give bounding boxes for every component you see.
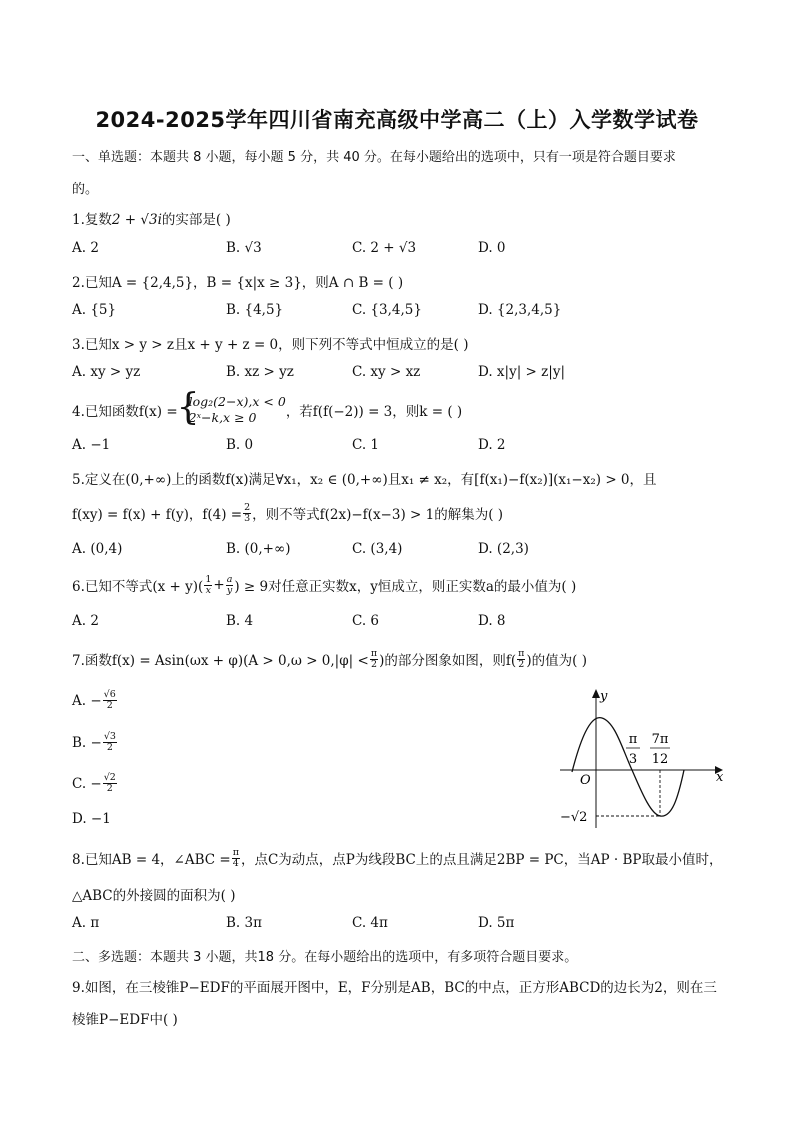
q1-option-c: C. 2 + √3 xyxy=(352,240,417,256)
q7-option-b-label: B. − xyxy=(72,734,102,751)
q6-suffix: ) ≥ 9对任意正实数x，y恒成立，则正实数a的最小值为( ) xyxy=(234,579,577,595)
q3-option-b: B. xz > yz xyxy=(226,364,294,380)
q5-line2-a: f(xy) = f(x) + f(y)，f(4) = xyxy=(72,507,243,523)
q7-option-a-den: 2 xyxy=(106,700,113,711)
q2-option-d: D. {2,3,4,5} xyxy=(478,302,562,318)
q1-expr: 2 + √3i xyxy=(111,212,162,228)
q1-prefix: 1.复数 xyxy=(72,212,112,228)
tick-1-num: π xyxy=(628,732,638,747)
min-value-label: −√2 xyxy=(560,810,588,825)
q8-option-d: D. 5π xyxy=(478,915,515,931)
q5-frac-den: 3 xyxy=(244,512,251,524)
question-6 xyxy=(72,572,732,598)
q7-option-c-frac xyxy=(103,773,117,794)
q7-option-b xyxy=(72,732,118,753)
q1-suffix: 的实部是( ) xyxy=(161,212,231,228)
q5-frac-num: 2 xyxy=(244,501,251,513)
page-title: 2024-2025学年四川省南充高级中学高二（上）入学数学试卷 xyxy=(95,108,699,132)
y-axis-arrow xyxy=(592,689,600,698)
q1-option-d: D. 0 xyxy=(478,240,506,256)
q7-option-b-den: 2 xyxy=(106,742,113,753)
q6-option-a: A. 2 xyxy=(72,613,99,629)
q4-option-b: B. 0 xyxy=(226,437,254,453)
q4-option-d: D. 2 xyxy=(478,437,506,453)
question-5-line-1: 5.定义在(0,+∞)上的函数f(x)满足∀x₁，x₂ ∈ (0,+∞)且x₁ ≠ x₂，有[f(x₁)−f(x₂)](x₁−x₂) > 0，且 xyxy=(72,472,657,488)
q5-option-b: B. (0,+∞) xyxy=(226,541,291,557)
question-3: 3.已知x > y > z且x + y + z = 0，则下列不等式中恒成立的是( ) xyxy=(72,337,469,353)
q2-option-a: A. {5} xyxy=(72,302,117,318)
q7-option-c-num: √2 xyxy=(103,772,116,783)
q7-option-a xyxy=(72,690,118,711)
q3-option-a: A. xy > yz xyxy=(72,364,141,380)
q7-option-c-label: C. − xyxy=(72,775,102,792)
q7-option-a-num: √6 xyxy=(103,689,116,700)
q7-f-den: 2 xyxy=(370,658,377,670)
question-9-line-1: 9.如图，在三棱锥P−EDF的平面展开图中，E，F分别是AB，BC的中点，正方形ABCD的边长为2，则在三 xyxy=(72,980,717,996)
question-7 xyxy=(72,646,732,672)
q8-option-b: B. 3π xyxy=(226,915,262,931)
q8-f-num: π xyxy=(232,846,239,858)
section2-header: 二、多选题：本题共 3 小题，共18 分。在每小题给出的选项中，有多项符合题目要求。 xyxy=(72,950,578,965)
q7-option-a-label: A. − xyxy=(72,692,102,709)
q7-sine-graph xyxy=(560,686,730,831)
q8-line1: 8.已知AB = 4，∠ABC = xyxy=(72,852,231,868)
tick-2-den: 12 xyxy=(651,752,669,767)
q4-piecewise xyxy=(181,394,286,426)
q6-f1-num: 1 xyxy=(205,573,212,585)
q3-option-d: D. x|y| > z|y| xyxy=(478,364,565,380)
q5-fraction xyxy=(243,503,251,524)
q4-suffix: ，若f(f(−2)) = 3，则k = ( ) xyxy=(285,404,463,420)
question-1 xyxy=(72,208,732,228)
q7-g-den: 2 xyxy=(518,658,525,670)
y-axis-label: y xyxy=(600,689,608,704)
q7-suffix: )的值为( ) xyxy=(526,653,587,669)
q6-prefix: 6.已知不等式(x + y)( xyxy=(72,579,204,595)
q2-option-c: C. {3,4,5} xyxy=(352,302,422,318)
q5-line2-b: ，则不等式f(2x)−f(x−3) > 1的解集为( ) xyxy=(252,507,504,523)
x-axis-label: x xyxy=(716,770,724,785)
q7-middle: )的部分图象如图，则f( xyxy=(379,653,517,669)
tick-2-num: 7π xyxy=(651,732,669,747)
q4-case-2: 2ˣ−k,x ≥ 0 xyxy=(188,410,257,425)
q1-option-b: B. √3 xyxy=(226,240,262,256)
origin-label: O xyxy=(580,773,591,788)
q4-case-1: { log₂(2−x),x < 0 xyxy=(188,394,286,409)
section1-header-cont: 的。 xyxy=(72,182,99,197)
q6-option-c: C. 6 xyxy=(352,613,380,629)
q7-prefix: 7.函数f(x) = Asin(ωx + φ)(A > 0,ω > 0,|φ| < xyxy=(72,653,369,669)
tick-1-den: 3 xyxy=(628,752,638,767)
q8-f-den: 4 xyxy=(232,857,239,869)
q7-option-d: D. −1 xyxy=(72,811,111,827)
question-5-line-2 xyxy=(72,500,732,526)
q5-option-c: C. (3,4) xyxy=(352,541,403,557)
question-8-line-2: △ABC的外接圆的面积为( ) xyxy=(72,888,236,904)
q6-f2-den: y xyxy=(226,584,233,596)
q6-fraction-2 xyxy=(226,575,234,596)
q6-fraction-1 xyxy=(204,575,212,596)
q4-prefix: 4.已知函数f(x) = xyxy=(72,404,178,420)
q5-option-d: D. (2,3) xyxy=(478,541,529,557)
question-8-line-1 xyxy=(72,845,732,871)
q7-option-c xyxy=(72,773,118,794)
q4-option-c: C. 1 xyxy=(352,437,380,453)
q7-option-b-frac xyxy=(103,732,117,753)
q7-option-b-num: √3 xyxy=(103,731,116,742)
q4-option-a: A. −1 xyxy=(72,437,111,453)
q6-plus: + xyxy=(213,577,225,593)
q5-option-a: A. (0,4) xyxy=(72,541,123,557)
q7-g-num: π xyxy=(518,647,525,659)
q7-option-c-den: 2 xyxy=(106,783,113,794)
section1-header: 一、单选题：本题共 8 小题，每小题 5 分，共 40 分。在每小题给出的选项中，只有一项是符合题目要求 xyxy=(72,150,676,165)
q7-f-num: π xyxy=(370,647,378,659)
q7-fraction-1 xyxy=(370,649,378,670)
q2-option-b: B. {4,5} xyxy=(226,302,284,318)
question-4 xyxy=(72,392,732,428)
question-2: 2.已知A = {2,4,5}，B = {x|x ≥ 3}，则A ∩ B = ( ) xyxy=(72,275,404,291)
q8-fraction xyxy=(232,848,240,869)
q8-line1-b: ，点C为动点，点P为线段BC上的点且满足2BP = PC，当AP · BP取最小值时， xyxy=(240,852,723,868)
q8-option-a: A. π xyxy=(72,915,100,931)
q8-option-c: C. 4π xyxy=(352,915,388,931)
q3-option-c: C. xy > xz xyxy=(352,364,421,380)
q7-option-a-frac xyxy=(103,690,117,711)
q6-option-d: D. 8 xyxy=(478,613,506,629)
question-9-line-2: 棱锥P−EDF中( ) xyxy=(72,1012,178,1028)
q6-f1-den: x xyxy=(205,584,212,596)
q6-f2-num: a xyxy=(226,573,233,585)
q1-option-a: A. 2 xyxy=(72,240,99,256)
q6-option-b: B. 4 xyxy=(226,613,254,629)
q7-fraction-2 xyxy=(517,649,525,670)
